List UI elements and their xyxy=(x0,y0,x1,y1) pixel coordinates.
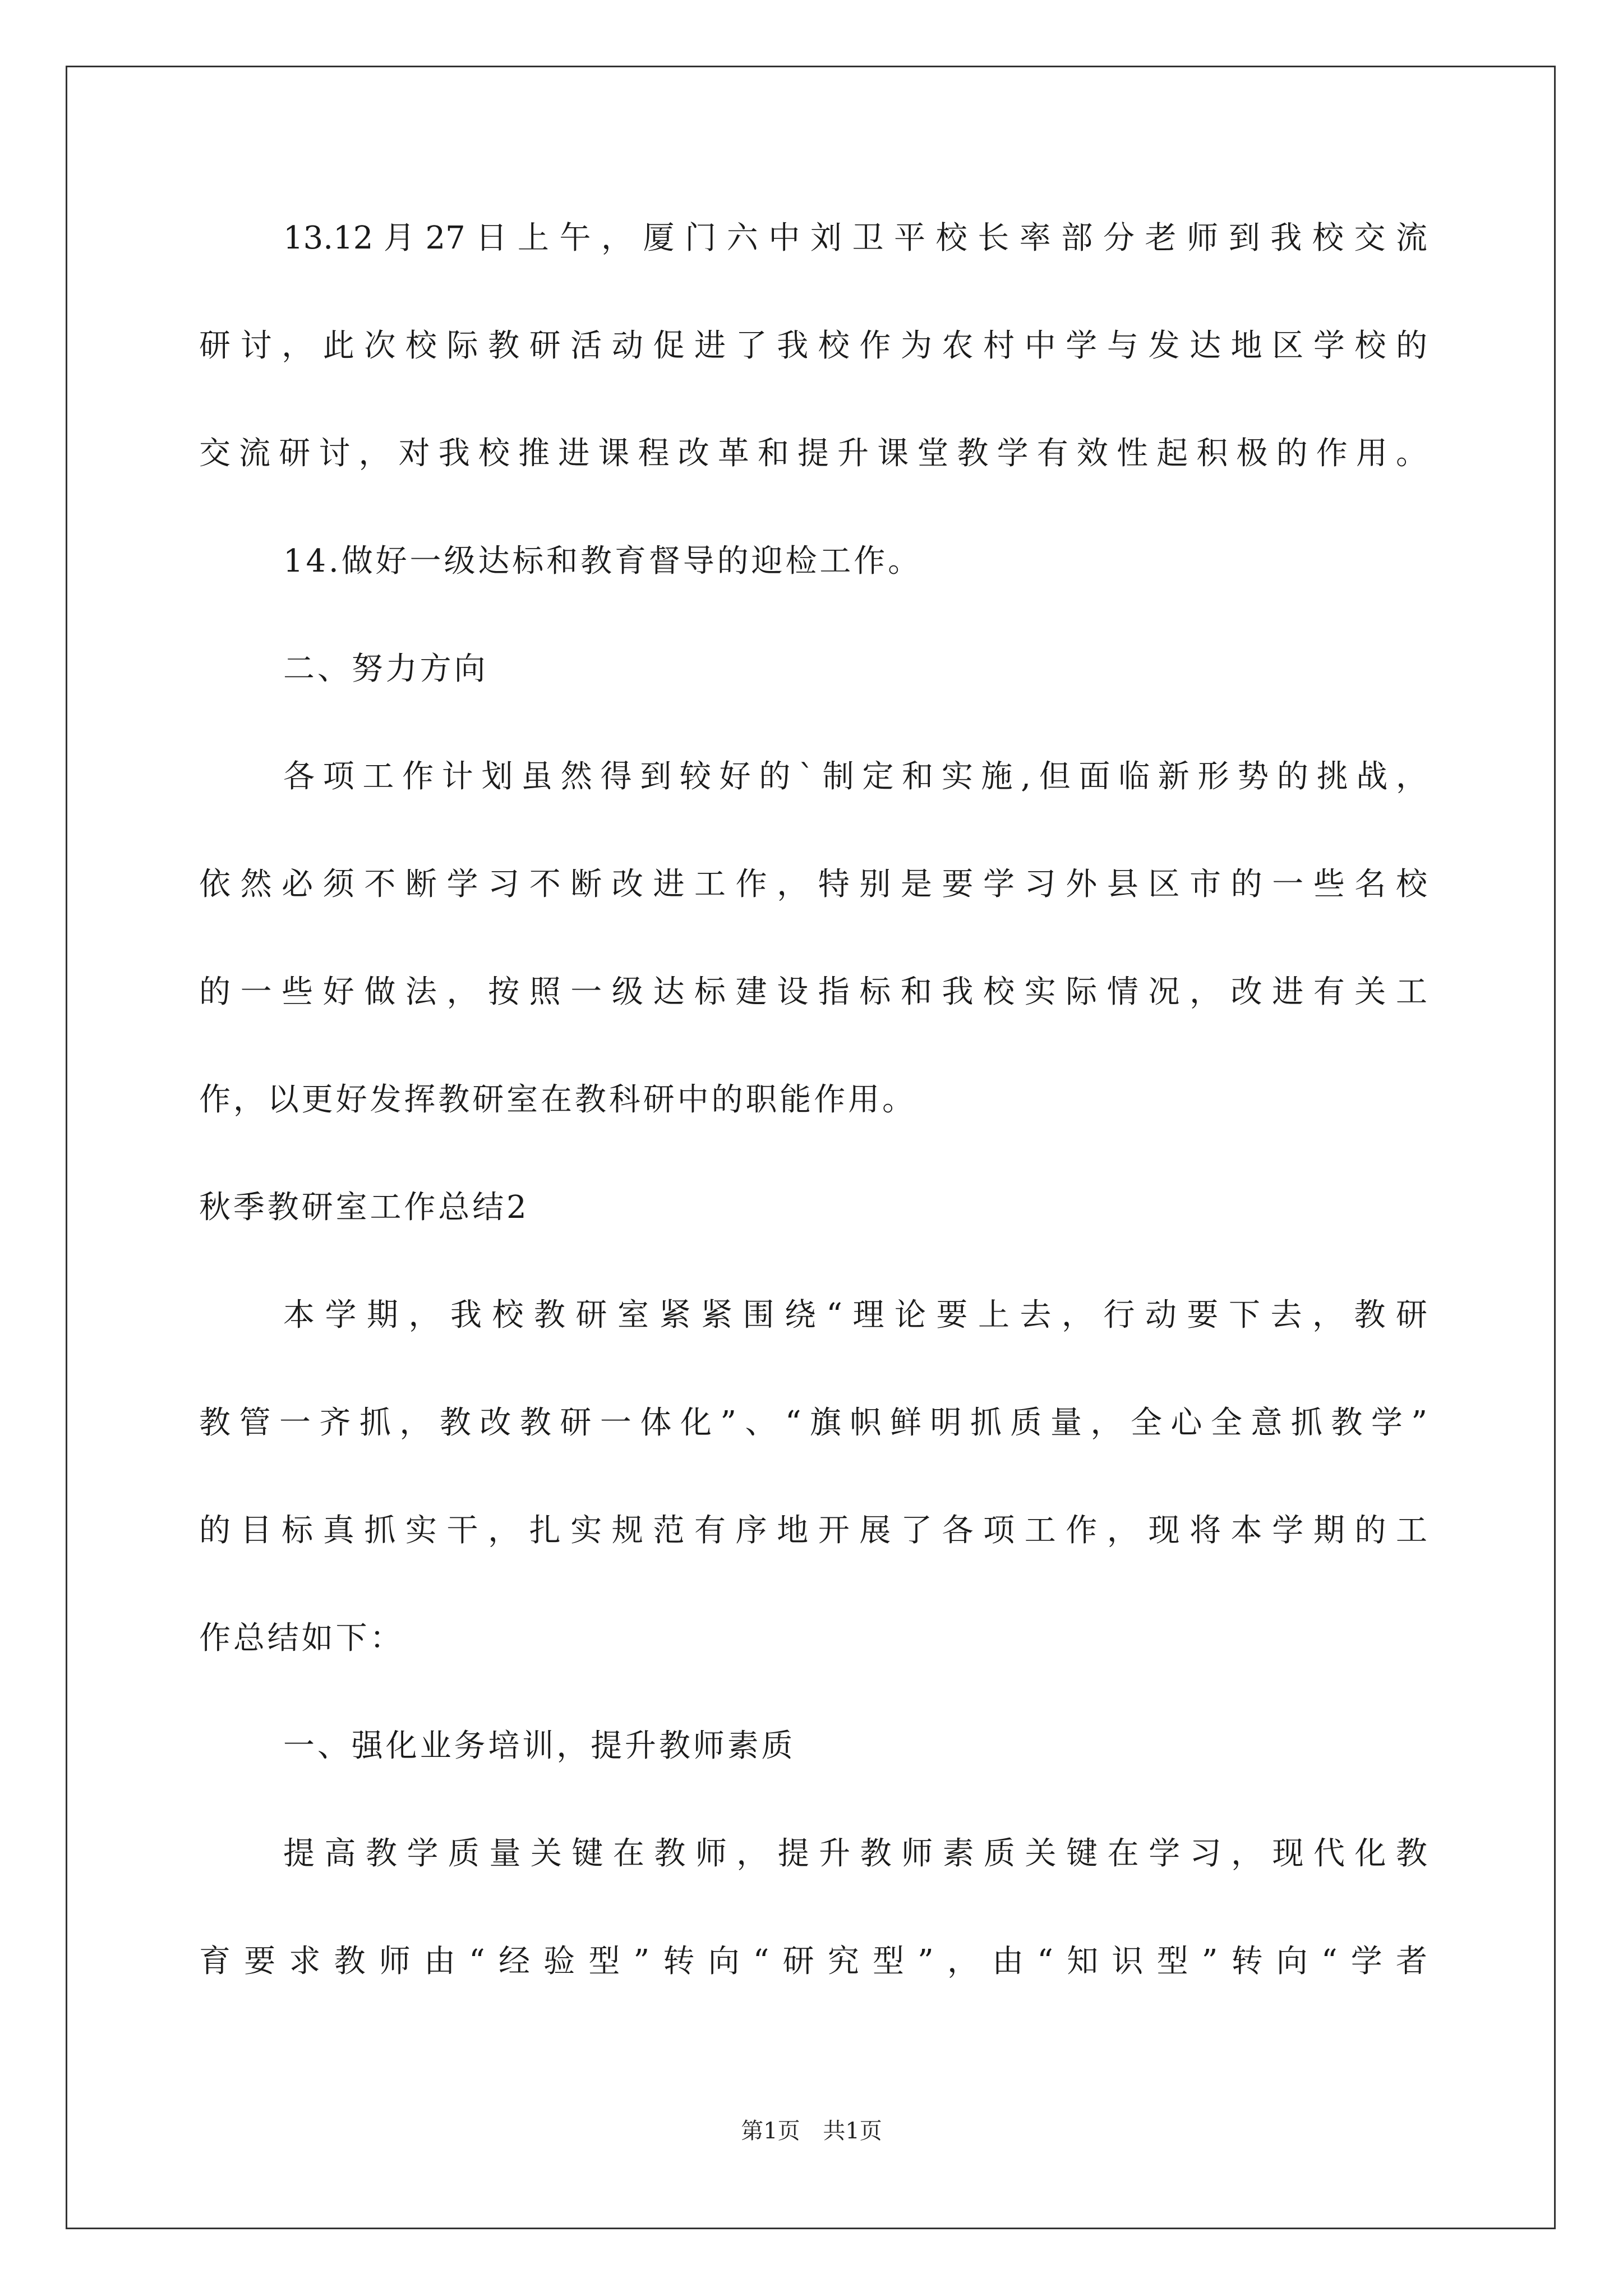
paragraph-line: 作，以更好发挥教研室在教科研中的职能作用。 xyxy=(199,1082,916,1118)
page-total: 共1页 xyxy=(823,2118,882,2144)
section-heading: 二、努力方向 xyxy=(283,651,488,687)
paragraph-line: 育要求教师由“经验型”转向“研究型”，由“知识型”转向“学者 xyxy=(199,1943,1427,1980)
paragraph-line: 交流研讨，对我校推进课程改革和提升课堂教学有效性起积极的作用。 xyxy=(199,435,1427,472)
paragraph-line: 本学期，我校教研室紧紧围绕“理论要上去，行动要下去，教研 xyxy=(283,1297,1427,1333)
page-number: 第1页 xyxy=(741,2118,800,2144)
paragraph-line: 14.做好一级达标和教育督导的迎检工作。 xyxy=(283,543,923,579)
paragraph-line: 依然必须不断学习不断改进工作，特别是要学习外县区市的一些名校 xyxy=(199,866,1427,903)
section-heading: 一、强化业务培训，提升教师素质 xyxy=(283,1728,796,1764)
paragraph-line: 教管一齐抓，教改教研一体化”、“旗帜鲜明抓质量，全心全意抓教学” xyxy=(199,1405,1427,1441)
paragraph-line: 13.12月27日上午，厦门六中刘卫平校长率部分老师到我校交流 xyxy=(283,220,1427,256)
paragraph-line: 提高教学质量关键在教师，提升教师素质关键在学习，现代化教 xyxy=(283,1835,1427,1872)
paragraph-line: 研讨，此次校际教研活动促进了我校作为农村中学与发达地区学校的 xyxy=(199,328,1427,364)
document-title: 秋季教研室工作总结2 xyxy=(199,1189,529,1226)
paragraph-line: 各项工作计划虽然得到较好的`制定和实施,但面临新形势的挑战， xyxy=(283,758,1427,795)
paragraph-line: 的一些好做法，按照一级达标建设指标和我校实际情况，改进有关工 xyxy=(199,974,1427,1010)
page-footer xyxy=(0,2118,1623,2145)
paragraph-line: 的目标真抓实干，扎实规范有序地开展了各项工作，现将本学期的工 xyxy=(199,1512,1427,1549)
document-body xyxy=(199,220,1427,2051)
paragraph-line: 作总结如下： xyxy=(199,1620,404,1657)
